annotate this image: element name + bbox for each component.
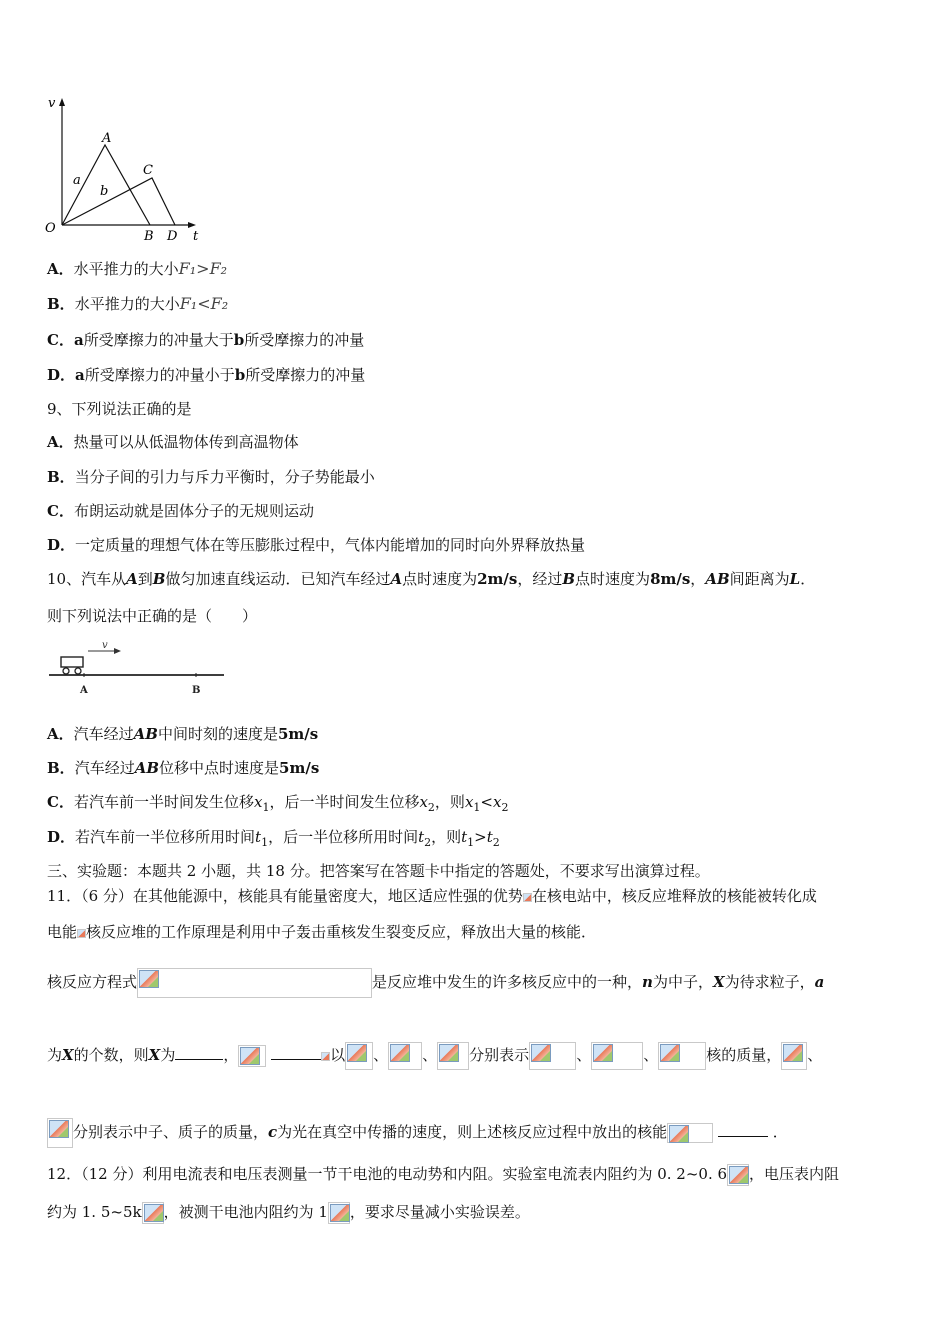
q10-option-b: B．汽车经过AB位移中点时速度是5m/s — [47, 759, 320, 777]
broken-image-icon — [144, 1204, 164, 1222]
broken-image-icon — [439, 1044, 459, 1062]
q8-option-b: B．水平推力的大小F₁<F₂ — [47, 294, 229, 313]
broken-image-icon — [783, 1044, 803, 1062]
q8-option-d: D．a所受摩擦力的冲量小于b所受摩擦力的冲量 — [47, 366, 366, 384]
broken-image-icon — [593, 1044, 613, 1062]
q8-option-a: A．水平推力的大小F₁>F₂ — [47, 259, 228, 278]
q10-option-c: C．若汽车前一半时间发生位移$x_1$，后一半时间发生位移$x_2$，则$x_1<x_2$ — [47, 793, 509, 814]
fig-v-label: v — [102, 640, 108, 651]
origin-label: O — [45, 221, 56, 236]
q11-line2: 电能 核反应堆的工作原理是利用中子轰击重核发生裂变反应，释放出大量的核能． — [47, 923, 597, 941]
broken-image-icon — [49, 1120, 69, 1138]
equation-image-placeholder — [137, 968, 372, 998]
formula-image-placeholder — [345, 1042, 373, 1070]
q8-option-c: C．a所受摩擦力的冲量大于b所受摩擦力的冲量 — [47, 331, 365, 349]
q12-line1: 12．（12 分）利用电流表和电压表测量一节干电池的电动势和内阻。实验室电流表内阻约为 0. 2~0. 6 ，电压表内阻 — [47, 1164, 839, 1186]
line-a-label: a — [73, 173, 81, 188]
q10-option-d: D．若汽车前一半位移所用时间$t_1$，后一半位移所用时间$t_2$，则$t_1>t_2$ — [47, 828, 500, 849]
broken-image-icon — [523, 893, 532, 902]
broken-image-icon — [77, 929, 86, 938]
q10-stem: 10、汽车从A到B做匀加速直线运动．已知汽车经过A点时速度为2m/s，经过B点时速度为8m/s，AB间距离为L． — [47, 570, 816, 588]
broken-image-icon — [729, 1166, 749, 1184]
q11-line3: 核反应方程式 是反应堆中发生的许多核反应中的一种，n为中子，X为待求粒子，a — [47, 968, 824, 998]
q9-option-a: A．热量可以从低温物体传到高温物体 — [47, 433, 299, 451]
q9-option-d: D．一定质量的理想气体在等压膨胀过程中，气体内能增加的同时向外界释放热量 — [47, 536, 586, 554]
point-a-label: A — [102, 131, 112, 146]
q11-line4: 为X的个数，则X为 ， 以 、 、 分别表示 、 、 核的质量， 、 — [47, 1042, 822, 1070]
velocity-arrowhead — [114, 648, 121, 654]
ohm-image-placeholder — [328, 1202, 350, 1224]
line-b-label: b — [100, 184, 109, 199]
point-b-label: B — [144, 229, 154, 244]
q9-stem: 9、下列说法正确的是 — [47, 400, 192, 418]
section3-heading: 三、实验题：本题共 2 小题，共 18 分。把答案写在答题卡中指定的答题处，不要求写出演算过程。 — [47, 862, 710, 880]
answer-blank-energy[interactable] — [718, 1122, 768, 1137]
formula-image-placeholder — [667, 1123, 713, 1143]
formula-image-placeholder — [238, 1045, 266, 1067]
formula-image-placeholder — [437, 1042, 469, 1070]
axis-t-label: t — [193, 229, 199, 244]
q11-line1: 11．（6 分）在其他能源中，核能具有能量密度大，地区适应性强的优势 在核电站中，核反应堆释放的核能被转化成 — [47, 887, 817, 905]
car-wheel-front — [75, 668, 81, 674]
q12-line2: 约为 1. 5~5k ，被测干电池内阻约为 1 ，要求尽量减小实验误差。 — [47, 1202, 530, 1224]
vt-graph — [40, 92, 210, 247]
v-axis-arrow — [59, 98, 65, 106]
formula-image-placeholder — [388, 1042, 422, 1070]
broken-image-icon — [321, 1052, 330, 1061]
q10-stem-line2: 则下列说法中正确的是（ ） — [47, 607, 258, 625]
broken-image-icon — [390, 1044, 410, 1062]
point-d-label: D — [167, 229, 178, 244]
formula-image-placeholder — [47, 1118, 73, 1148]
car-figure — [46, 640, 236, 700]
car-wheel-rear — [63, 668, 69, 674]
q8-option-b-math: F₁<F₂ — [179, 294, 229, 313]
answer-blank-a[interactable] — [271, 1045, 321, 1060]
formula-image-placeholder — [781, 1042, 807, 1070]
ohm-image-placeholder — [142, 1202, 164, 1224]
car-body — [61, 657, 83, 667]
q10-option-a: A．汽车经过AB中间时刻的速度是5m/s — [47, 725, 319, 743]
fig-a-label: A — [80, 685, 88, 696]
t-axis-arrow — [188, 222, 196, 228]
broken-image-icon — [531, 1044, 551, 1062]
ohm-image-placeholder — [727, 1164, 749, 1186]
formula-image-placeholder — [591, 1042, 643, 1070]
point-c-label: C — [143, 163, 153, 178]
formula-image-placeholder — [658, 1042, 706, 1070]
axis-v-label: v — [48, 96, 56, 111]
formula-image-placeholder — [529, 1042, 576, 1070]
q9-option-c: C．布朗运动就是固体分子的无规则运动 — [47, 502, 314, 520]
broken-image-icon — [240, 1047, 260, 1065]
fig-b-label: B — [192, 685, 201, 696]
broken-image-icon — [330, 1204, 350, 1222]
q9-option-b: B．当分子间的引力与斥力平衡时，分子势能最小 — [47, 468, 375, 486]
answer-blank-x[interactable] — [175, 1045, 223, 1060]
q8-option-a-math: F₁>F₂ — [178, 259, 228, 278]
broken-image-icon — [139, 970, 159, 988]
broken-image-icon — [347, 1044, 367, 1062]
broken-image-icon — [660, 1044, 680, 1062]
broken-image-icon — [669, 1125, 689, 1143]
q11-line5: 分别表示中子、质子的质量，c为光在真空中传播的速度，则上述核反应过程中放出的核能 ． — [47, 1118, 788, 1148]
